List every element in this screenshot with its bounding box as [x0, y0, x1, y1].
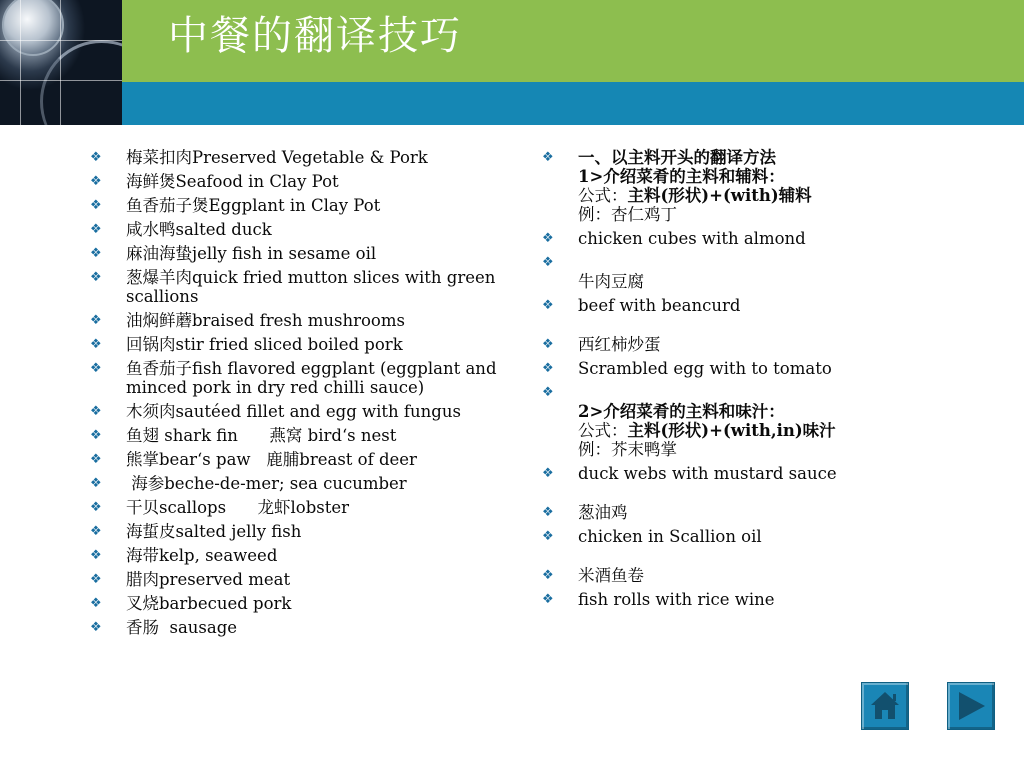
diamond-bullet-icon: ❖	[542, 385, 554, 400]
list-item	[90, 220, 510, 239]
dish-translation: 梅菜扣肉Preserved Vegetable & Pork	[126, 148, 428, 167]
list-item	[90, 522, 510, 541]
diamond-bullet-icon: ❖	[542, 505, 554, 520]
translation-text: beef with beancurd	[578, 296, 741, 315]
diamond-bullet-icon: ❖	[90, 270, 102, 285]
list-item	[90, 148, 510, 167]
dish-translation: 葱爆羊肉quick fried mutton slices with green scallions	[126, 268, 501, 306]
diamond-bullet-icon: ❖	[90, 596, 102, 611]
list-item	[90, 268, 510, 306]
list-item	[542, 590, 872, 609]
diamond-bullet-icon: ❖	[90, 548, 102, 563]
next-slide-button[interactable]	[947, 682, 995, 730]
example2: 例：芥末鸭掌	[578, 440, 677, 459]
list-item	[542, 335, 872, 354]
method2-subheading: 2>介绍菜肴的主料和味汁：	[578, 402, 785, 421]
method1-heading: 一、以主料开头的翻译方法	[578, 148, 776, 167]
diamond-bullet-icon: ❖	[542, 337, 554, 352]
list-item	[542, 566, 872, 585]
method1-subheading: 1>介绍菜肴的主料和辅料：	[578, 167, 785, 186]
dish-translation: 腊肉preserved meat	[126, 570, 291, 589]
header-teal-band	[122, 82, 1024, 125]
home-icon	[867, 688, 903, 724]
translation-methods	[542, 148, 872, 614]
diamond-bullet-icon: ❖	[90, 198, 102, 213]
list-item	[90, 570, 510, 589]
slide-header	[0, 0, 1024, 125]
diamond-bullet-icon: ❖	[542, 466, 554, 481]
diamond-bullet-icon: ❖	[90, 572, 102, 587]
diamond-bullet-icon: ❖	[90, 476, 102, 491]
dish-translation: 熊掌bear‘s paw 鹿脯breast of deer	[126, 450, 417, 469]
diamond-bullet-icon: ❖	[542, 150, 554, 165]
list-item	[90, 426, 510, 445]
dish-translation: 香肠 sausage	[126, 618, 238, 637]
list-item	[90, 402, 510, 421]
dish-translation: 海鲜煲Seafood in Clay Pot	[126, 172, 339, 191]
diamond-bullet-icon: ❖	[542, 529, 554, 544]
dish-translation: 麻油海蛰jelly fish in sesame oil	[126, 244, 377, 263]
diamond-bullet-icon: ❖	[90, 620, 102, 635]
diamond-bullet-icon: ❖	[90, 174, 102, 189]
list-item	[542, 383, 872, 459]
diamond-bullet-icon: ❖	[90, 361, 102, 376]
translation-text: chicken in Scallion oil	[578, 527, 762, 546]
page-title: 中餐的翻译技巧	[168, 13, 462, 59]
formula2: 公式：主料(形状)+(with,in)味汁	[578, 421, 836, 440]
list-item	[90, 474, 510, 493]
home-button[interactable]	[861, 682, 909, 730]
headlight-image	[2, 0, 64, 56]
dish-translation: 木须肉sautéed fillet and egg with fungus	[126, 402, 461, 421]
diamond-bullet-icon: ❖	[90, 313, 102, 328]
formula1: 公式：主料(形状)+(with)辅料	[578, 186, 812, 205]
diamond-bullet-icon: ❖	[90, 337, 102, 352]
diamond-bullet-icon: ❖	[90, 524, 102, 539]
list-item	[90, 196, 510, 215]
diamond-bullet-icon: ❖	[90, 428, 102, 443]
list-item	[90, 546, 510, 565]
dish-list-left	[90, 148, 510, 642]
dish-translation: 回锅肉stir fried sliced boiled pork	[126, 335, 403, 354]
list-item	[90, 172, 510, 191]
diamond-bullet-icon: ❖	[90, 222, 102, 237]
dish-translation: 咸水鸭salted duck	[126, 220, 272, 239]
list-item	[542, 359, 872, 378]
diamond-bullet-icon: ❖	[542, 361, 554, 376]
diamond-bullet-icon: ❖	[90, 150, 102, 165]
translation-text: fish rolls with rice wine	[578, 590, 775, 609]
translation-text: chicken cubes with almond	[578, 229, 806, 248]
list-item	[90, 335, 510, 354]
diamond-bullet-icon: ❖	[90, 452, 102, 467]
diamond-bullet-icon: ❖	[542, 298, 554, 313]
dish-translation: 干贝scallops 龙虾lobster	[126, 498, 350, 517]
dish-translation: 鱼香茄子fish flavored eggplant (eggplant and minced pork in dry red chilli sauce)	[126, 359, 502, 397]
list-item	[90, 450, 510, 469]
dish-translation: 鱼香茄子煲Eggplant in Clay Pot	[126, 196, 381, 215]
diamond-bullet-icon: ❖	[542, 231, 554, 246]
translation-text: Scrambled egg with to tomato	[578, 359, 832, 378]
list-item	[542, 229, 872, 248]
left-bullet-list	[90, 148, 510, 637]
dish-name: 葱油鸡	[578, 503, 628, 522]
list-item	[90, 359, 510, 397]
play-next-icon	[953, 688, 989, 724]
diamond-bullet-icon: ❖	[90, 246, 102, 261]
list-item	[90, 311, 510, 330]
diamond-bullet-icon: ❖	[542, 255, 554, 270]
dish-name: 牛肉豆腐	[578, 272, 644, 291]
dish-translation: 海带kelp, seaweed	[126, 546, 278, 565]
diamond-bullet-icon: ❖	[90, 404, 102, 419]
list-item	[542, 148, 872, 224]
list-item	[90, 244, 510, 263]
translation-text: duck webs with mustard sauce	[578, 464, 837, 483]
list-item	[542, 527, 872, 546]
list-item	[542, 253, 872, 291]
list-item	[90, 618, 510, 637]
list-item	[542, 503, 872, 522]
list-item	[542, 296, 872, 315]
dish-name: 米酒鱼卷	[578, 566, 644, 585]
dish-translation: 油焖鲜蘑braised fresh mushrooms	[126, 311, 405, 330]
dish-translation: 叉烧barbecued pork	[126, 594, 292, 613]
header-photo	[0, 0, 122, 125]
dish-translation: 鱼翅 shark fin 燕窝 bird‘s nest	[126, 426, 397, 445]
dish-translation: 海蜇皮salted jelly fish	[126, 522, 302, 541]
example1: 例：杏仁鸡丁	[578, 205, 677, 224]
list-item	[90, 594, 510, 613]
list-item	[90, 498, 510, 517]
diamond-bullet-icon: ❖	[542, 592, 554, 607]
diamond-bullet-icon: ❖	[90, 500, 102, 515]
dish-translation: 海参beche-de-mer; sea cucumber	[126, 474, 407, 493]
diamond-bullet-icon: ❖	[542, 568, 554, 583]
list-item	[542, 464, 872, 483]
dish-name: 西红柿炒蛋	[578, 335, 661, 354]
